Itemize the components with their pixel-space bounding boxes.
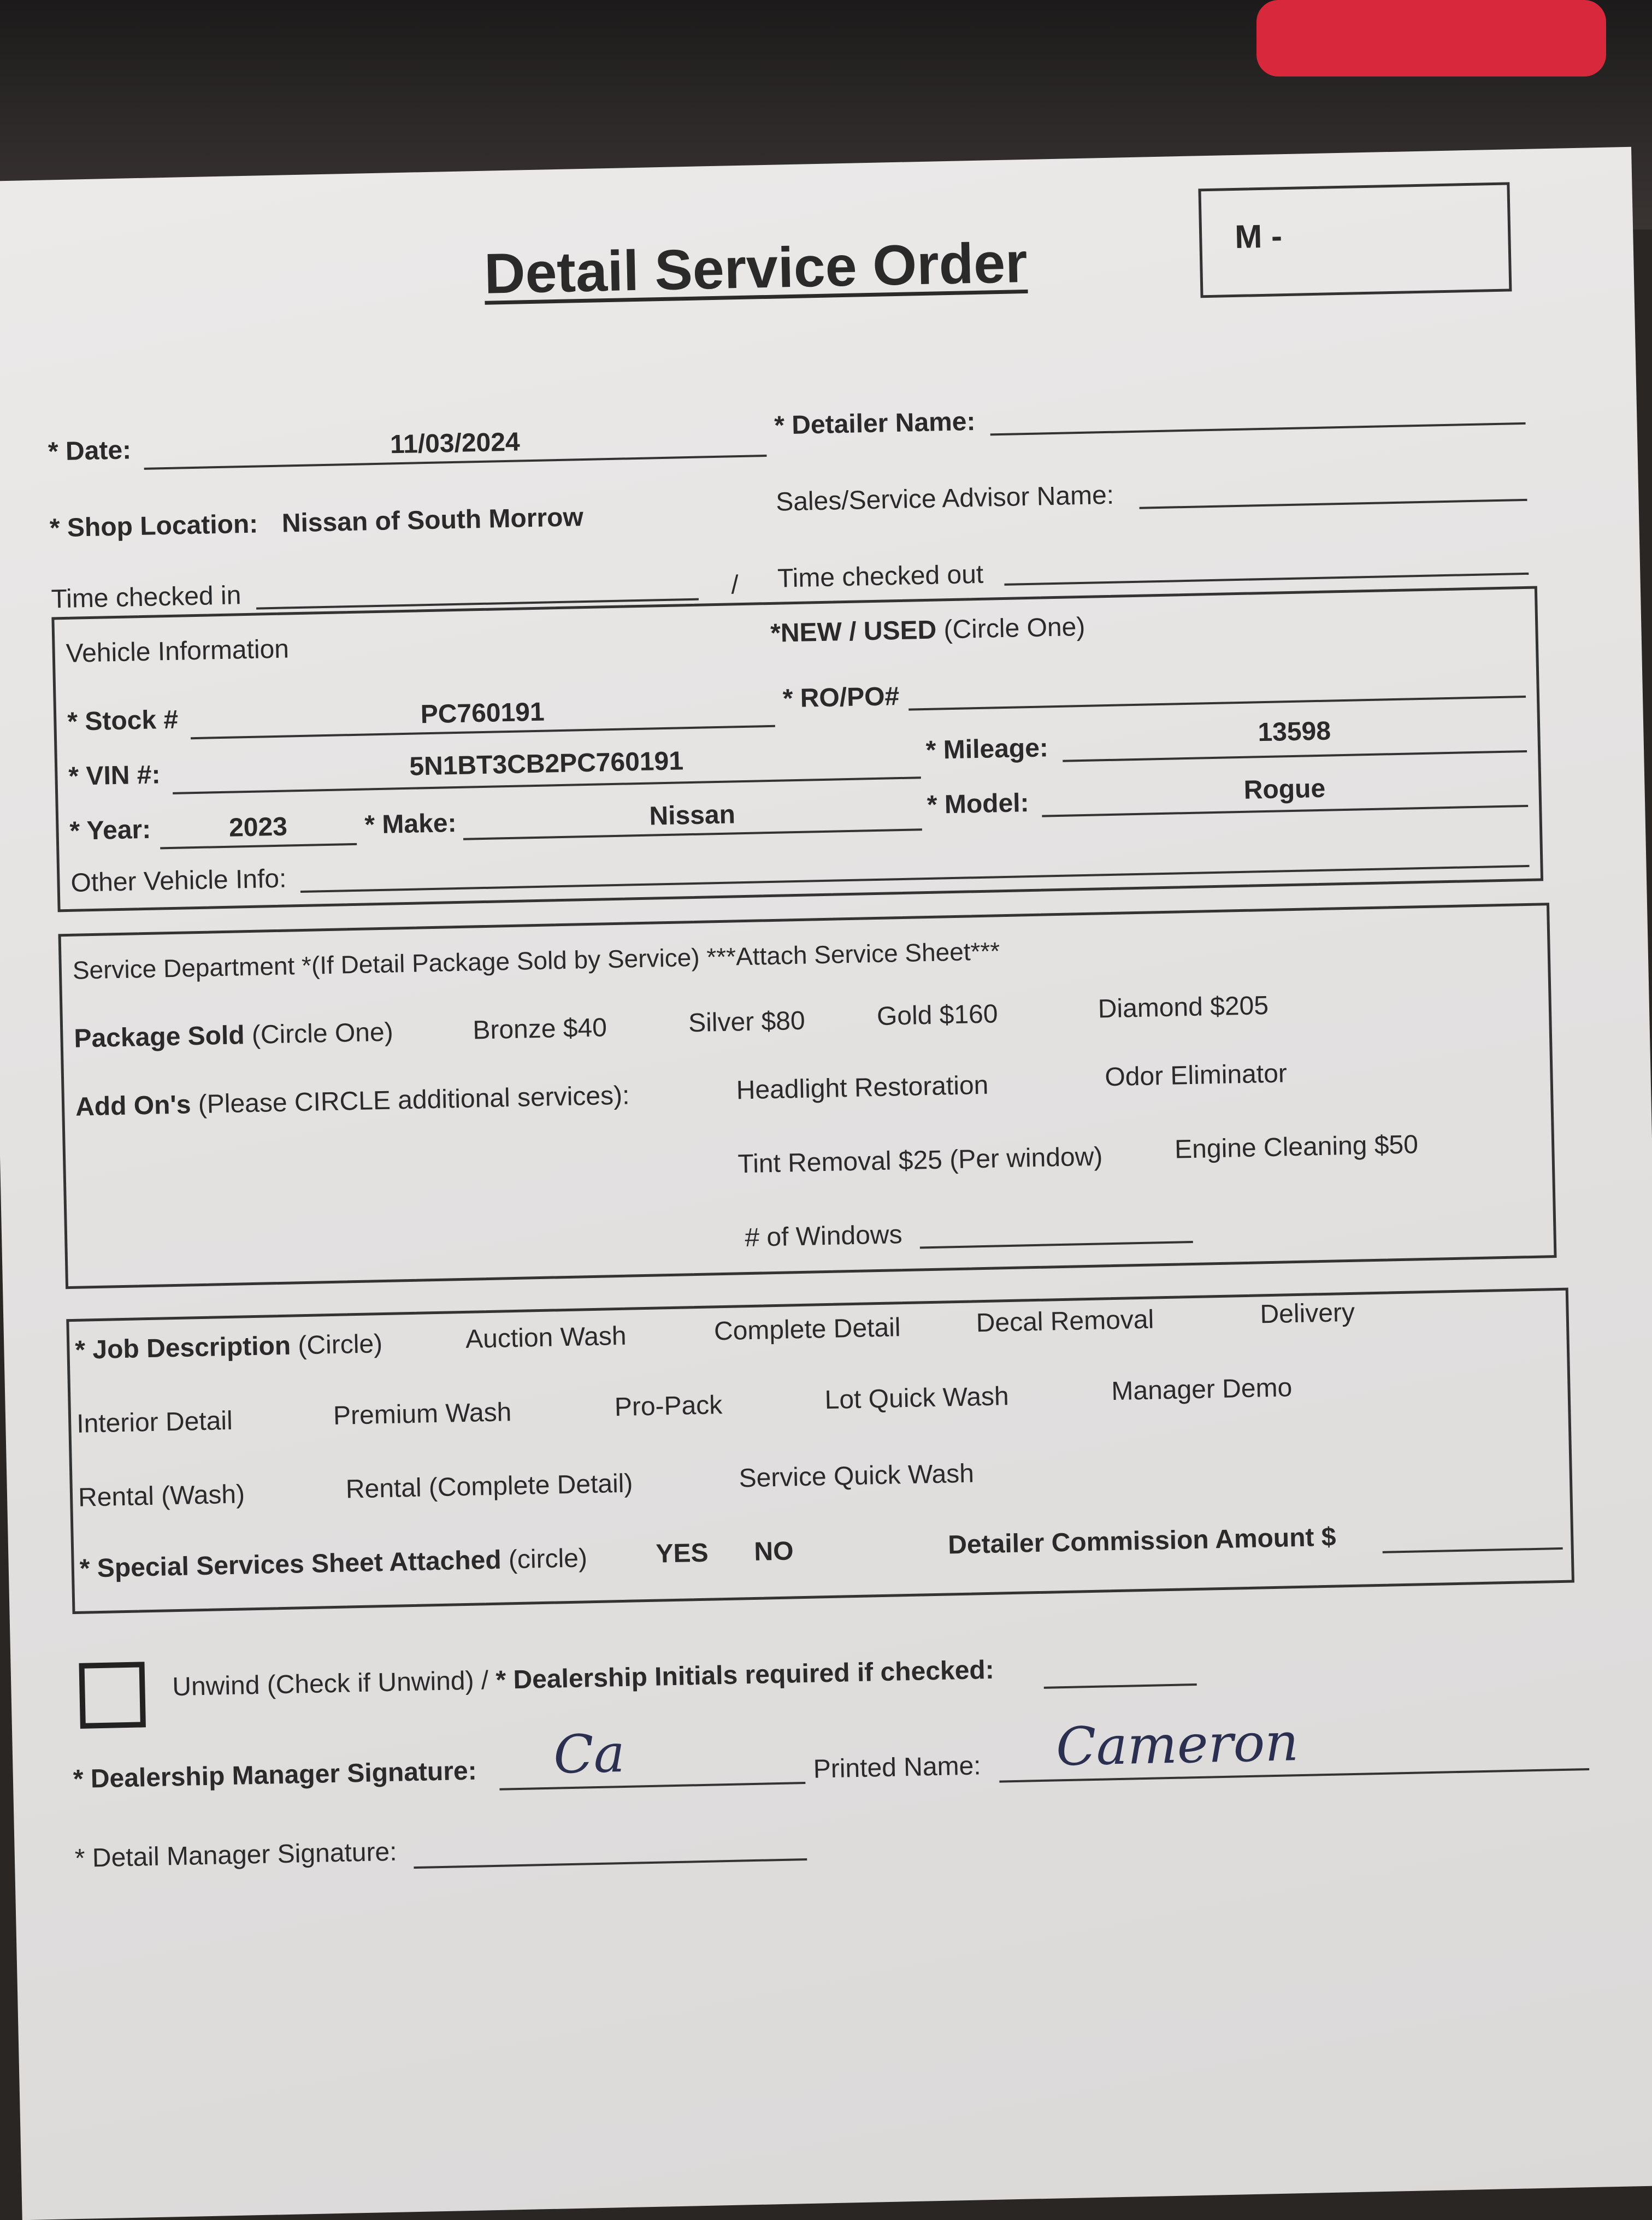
printed-name-label: Printed Name: xyxy=(813,1751,982,1784)
year-label: * Year: xyxy=(69,815,151,846)
dealership-manager-signature-label: * Dealership Manager Signature: xyxy=(73,1756,477,1794)
new-used-options[interactable]: *NEW / USED xyxy=(770,615,937,648)
job-complete-detail[interactable]: Complete Detail xyxy=(713,1313,901,1346)
unwind-instruction: * Dealership Initials required if checked: xyxy=(495,1655,995,1695)
unwind-label xyxy=(172,1655,994,1702)
windows-label: # of Windows xyxy=(744,1220,903,1253)
red-object xyxy=(1256,0,1606,76)
form-title: Detail Service Order xyxy=(483,231,1028,306)
mileage-label: * Mileage: xyxy=(925,733,1049,765)
year-value: 2023 xyxy=(228,812,288,843)
package-gold[interactable]: Gold $160 xyxy=(876,999,999,1031)
job-pro-pack[interactable]: Pro-Pack xyxy=(614,1391,723,1422)
job-delivery[interactable]: Delivery xyxy=(1260,1298,1355,1329)
time-out-label: Time checked out xyxy=(777,560,984,593)
other-vehicle-info-label: Other Vehicle Info: xyxy=(70,864,287,898)
time-in-label: Time checked in xyxy=(51,581,241,614)
addons-title: Add On's xyxy=(75,1090,192,1122)
addon-headlight-restoration[interactable]: Headlight Restoration xyxy=(736,1070,989,1105)
date-value: 11/03/2024 xyxy=(390,427,521,460)
detailer-name-field[interactable] xyxy=(990,422,1526,436)
ro-po-label: * RO/PO# xyxy=(782,682,900,714)
commission-label: Detailer Commission Amount $ xyxy=(947,1522,1337,1560)
job-auction-wash[interactable]: Auction Wash xyxy=(465,1321,627,1354)
addon-odor-eliminator[interactable]: Odor Eliminator xyxy=(1104,1059,1288,1092)
unwind-title: Unwind (Check if Unwind) / xyxy=(172,1666,489,1702)
job-lot-quick-wash[interactable]: Lot Quick Wash xyxy=(824,1382,1010,1415)
job-description-title: * Job Description xyxy=(74,1331,291,1365)
package-bronze[interactable]: Bronze $40 xyxy=(472,1013,607,1045)
detailer-name-label: * Detailer Name: xyxy=(774,407,976,440)
job-service-quick-wash[interactable]: Service Quick Wash xyxy=(739,1459,975,1493)
advisor-field[interactable] xyxy=(1140,499,1527,509)
job-decal-removal[interactable]: Decal Removal xyxy=(976,1305,1154,1338)
date-label: * Date: xyxy=(48,435,132,467)
package-sold-title: Package Sold xyxy=(73,1021,245,1053)
stock-label: * Stock # xyxy=(67,705,179,737)
detail-service-order-form xyxy=(0,147,1652,2220)
printed-name-handwritten: Cameron xyxy=(1055,1711,1300,1778)
job-rental-complete-detail[interactable]: Rental (Complete Detail) xyxy=(345,1469,633,1504)
shop-location-value: Nissan of South Morrow xyxy=(281,503,584,538)
special-services-no[interactable]: NO xyxy=(753,1536,794,1567)
time-slash: / xyxy=(730,570,739,600)
package-diamond[interactable]: Diamond $205 xyxy=(1098,991,1269,1024)
job-rental-wash[interactable]: Rental (Wash) xyxy=(78,1480,245,1512)
package-silver[interactable]: Silver $80 xyxy=(688,1006,806,1038)
time-out-field[interactable] xyxy=(1004,573,1529,586)
vin-value: 5N1BT3CB2PC760191 xyxy=(409,746,684,781)
mileage-value: 13598 xyxy=(1257,716,1331,747)
special-services-yes[interactable]: YES xyxy=(655,1538,709,1569)
job-premium-wash[interactable]: Premium Wash xyxy=(333,1398,512,1430)
advisor-label: Sales/Service Advisor Name: xyxy=(775,480,1114,517)
addons-instruction: (Please CIRCLE additional services): xyxy=(198,1081,630,1120)
detail-manager-signature-label: * Detail Manager Signature: xyxy=(74,1837,398,1874)
dealership-initials-field[interactable] xyxy=(1044,1683,1197,1689)
job-interior-detail[interactable]: Interior Detail xyxy=(76,1406,233,1439)
addon-tint-removal[interactable]: Tint Removal $25 (Per window) xyxy=(738,1142,1103,1179)
new-used-instruction: (Circle One) xyxy=(943,612,1085,645)
model-label: * Model: xyxy=(927,788,1030,820)
stock-value: PC760191 xyxy=(420,697,545,729)
job-manager-demo[interactable]: Manager Demo xyxy=(1111,1373,1293,1406)
unwind-checkbox[interactable] xyxy=(79,1662,145,1728)
service-department-header: Service Department *(If Detail Package Sold by Service) ***Attach Service Sheet*** xyxy=(72,937,1000,985)
vin-label: * VIN #: xyxy=(68,760,161,791)
detail-manager-signature-field[interactable] xyxy=(414,1858,807,1869)
dealership-manager-signature-field[interactable] xyxy=(499,1782,805,1791)
job-description-instruction: (Circle) xyxy=(297,1329,383,1361)
special-services-title: * Special Services Sheet Attached xyxy=(79,1545,502,1583)
m-number-box[interactable] xyxy=(1198,182,1512,298)
make-value: Nissan xyxy=(648,800,736,831)
vehicle-info-label: Vehicle Information xyxy=(66,634,290,668)
dealership-manager-signature: Ca xyxy=(552,1722,626,1786)
model-value: Rogue xyxy=(1243,774,1326,805)
make-label: * Make: xyxy=(364,809,457,840)
shop-location-label: * Shop Location: xyxy=(49,509,258,543)
special-services-instruction: (circle) xyxy=(508,1544,588,1575)
job-description-label xyxy=(75,1329,383,1365)
addon-engine-cleaning[interactable]: Engine Cleaning $50 xyxy=(1174,1130,1419,1164)
package-sold-instruction: (Circle One) xyxy=(251,1017,394,1050)
m-number-label: M - xyxy=(1234,217,1283,255)
